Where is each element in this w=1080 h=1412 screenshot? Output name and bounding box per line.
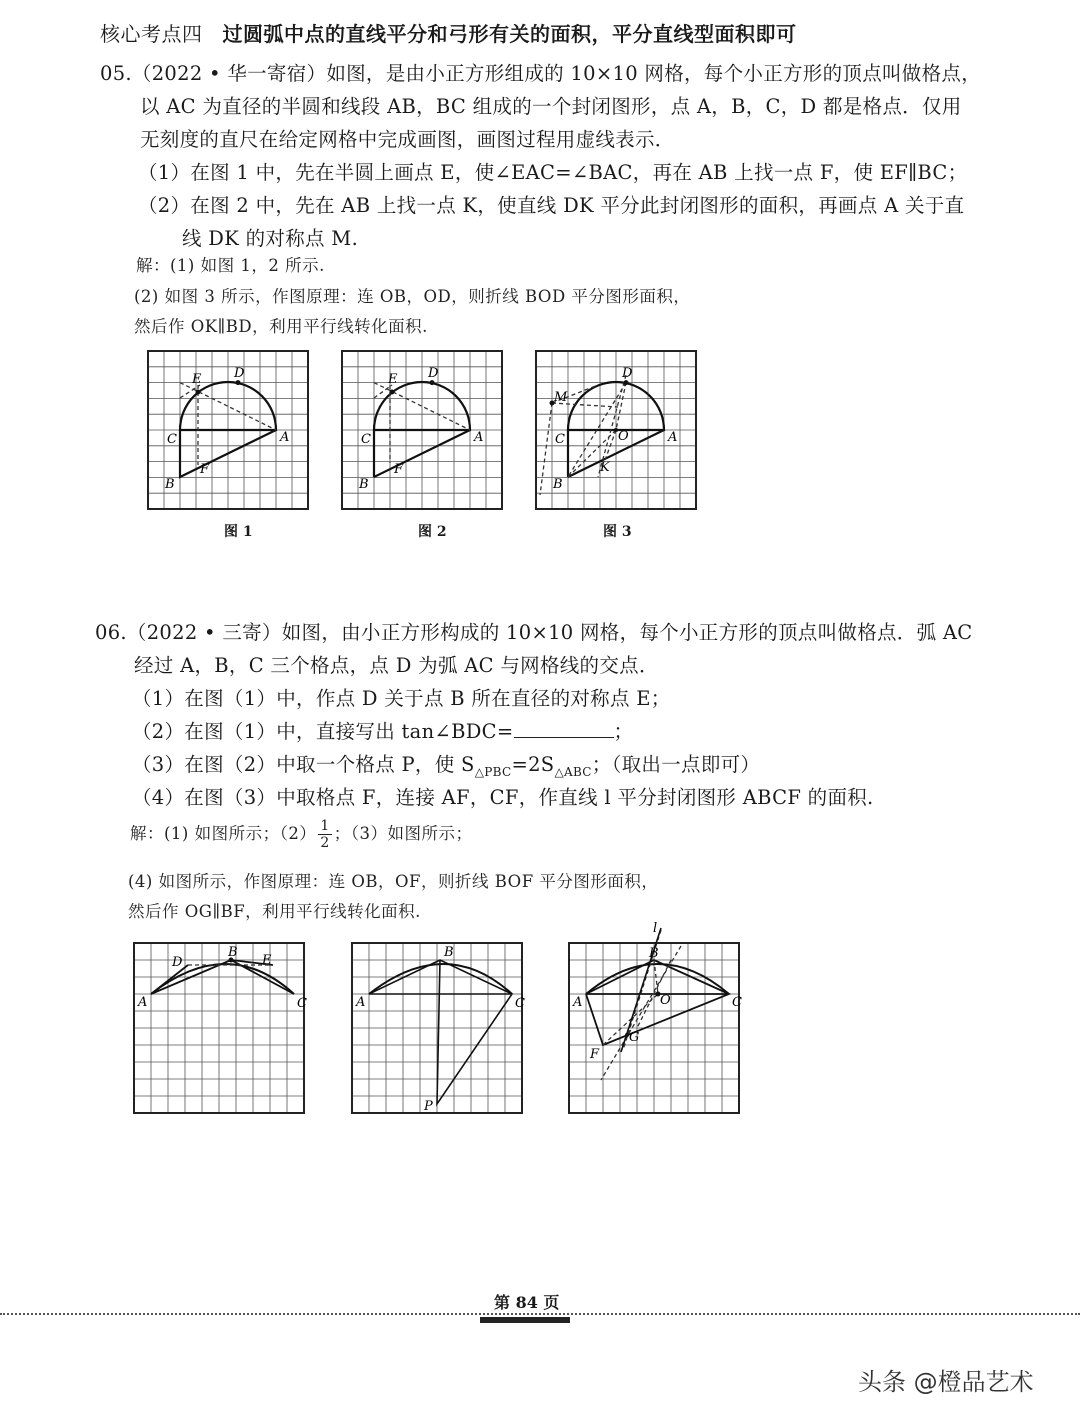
footer-bar <box>480 1317 570 1323</box>
label-c: C <box>297 996 307 1011</box>
q05-solution-1: 解：(1) 如图 1，2 所示. <box>136 256 325 275</box>
q06-line-5-a: （3）在图（2）中取一个格点 P，使 S <box>132 753 475 776</box>
q05-figure-1 <box>140 345 320 515</box>
q05-line-5: （2）在图 2 中，先在 AB 上找一点 K，使直线 DK 平分此封闭图形的面积，再画点 A 关于直 <box>138 194 965 217</box>
label-d: D <box>234 366 245 381</box>
page-number: 第 84 页 <box>494 1293 560 1312</box>
label-b: B <box>649 946 659 961</box>
label-e: E <box>192 372 202 387</box>
q06-line-4 <box>132 716 633 744</box>
label-a: A <box>356 995 366 1010</box>
q06-line-3: （1）在图（1）中，作点 D 关于点 B 所在直径的对称点 E； <box>132 687 671 710</box>
q05-solution-2: (2) 如图 3 所示，作图原理：连 OB，OD，则折线 BOD 平分图形面积， <box>134 287 691 306</box>
q06-solution-2: (4) 如图所示，作图原理：连 OB，OF，则折线 BOF 平分图形面积， <box>128 872 659 891</box>
label-b: B <box>228 945 238 960</box>
q05-solution-3: 然后作 OK∥BD，利用平行线转化面积. <box>134 317 428 336</box>
q06-line-2: 经过 A，B，C 三个格点，点 D 为弧 AC 与网格线的交点． <box>134 654 659 677</box>
q06-line-5-b: =2S <box>511 753 555 776</box>
caption-fig-2: 图 2 <box>418 524 447 540</box>
fraction-half <box>318 818 331 851</box>
q06-figure-1 <box>128 938 314 1118</box>
q06-line-5 <box>132 749 760 779</box>
label-l: l <box>653 921 658 936</box>
fraction-numerator: 1 <box>320 818 330 834</box>
label-a: A <box>668 430 678 445</box>
caption-fig-1: 图 1 <box>224 524 253 540</box>
label-o: O <box>618 429 629 444</box>
q05-line-6: 线 DK 的对称点 M. <box>182 227 359 250</box>
label-e: E <box>388 372 398 387</box>
label-c: C <box>732 995 742 1010</box>
q06-figure-3 <box>563 920 749 1118</box>
label-b: B <box>444 945 454 960</box>
q06-line-5-c: ；（取出一点即可） <box>591 753 761 776</box>
label-m: M <box>554 390 568 405</box>
answer-blank[interactable] <box>514 719 614 738</box>
label-o: O <box>660 993 671 1008</box>
label-f: F <box>394 462 404 477</box>
q05-line-2: 以 AC 为直径的半圆和线段 AB，BC 组成的一个封闭图形，点 A，B，C，D 都是格点．仅用 <box>140 95 962 118</box>
label-d: D <box>428 366 439 381</box>
label-c: C <box>555 432 565 447</box>
section-title: 过圆弧中点的直线平分和弓形有关的面积，平分直线型面积即可 <box>222 22 797 46</box>
label-k: K <box>600 460 610 475</box>
q06-solution-3: 然后作 OG∥BF，利用平行线转化面积. <box>128 902 421 921</box>
footer-divider <box>0 1313 1080 1315</box>
label-c: C <box>167 432 177 447</box>
section-header <box>100 18 797 47</box>
q06-solution-1 <box>130 818 473 851</box>
fraction-denominator: 2 <box>320 835 330 851</box>
label-d: D <box>622 366 633 381</box>
q05-line-3: 无刻度的直尺在给定网格中完成画图，画图过程用虚线表示． <box>140 128 675 151</box>
q06-line-5-sub1: △PBC <box>474 764 512 779</box>
label-b: B <box>553 477 563 492</box>
section-tag: 核心考点四 <box>100 22 203 46</box>
q06-line-4-end: ； <box>613 720 634 743</box>
watermark: 头条 @橙品艺术 <box>858 1368 1034 1396</box>
q05-figure-2 <box>334 345 514 515</box>
label-b: B <box>359 477 369 492</box>
label-g: G <box>629 1030 640 1045</box>
label-d: D <box>172 955 183 970</box>
label-a: A <box>280 430 290 445</box>
label-b: B <box>165 477 175 492</box>
label-a: A <box>474 430 484 445</box>
label-a: A <box>138 995 148 1010</box>
label-p: P <box>424 1099 433 1114</box>
q06-solution-1-b: ；（3）如图所示； <box>333 824 473 843</box>
label-f: F <box>590 1047 600 1062</box>
label-c: C <box>361 432 371 447</box>
caption-fig-3: 图 3 <box>603 524 632 540</box>
q05-line-1: 05.（2022 • 华一寄宿）如图，是由小正方形组成的 10×10 网格，每个小正方形的顶点叫做格点， <box>100 62 981 85</box>
q05-line-4: （1）在图 1 中，先在半圆上画点 E，使∠EAC=∠BAC，再在 AB 上找一点 F，使 EF∥BC； <box>138 161 968 184</box>
point-e <box>196 390 201 395</box>
label-c: C <box>515 996 525 1011</box>
q06-figure-2 <box>346 938 532 1118</box>
q06-solution-1-a: 解：(1) 如图所示；（2） <box>130 824 317 843</box>
q06-line-1: 06.（2022 • 三寄）如图，由小正方形构成的 10×10 网格，每个小正方形的顶点叫做格点．弧 AC <box>95 621 973 644</box>
q06-line-4-text: （2）在图（1）中，直接写出 tan∠BDC= <box>132 720 514 743</box>
q05-figure-3 <box>528 345 708 515</box>
label-a: A <box>573 995 583 1010</box>
q06-line-6: （4）在图（3）中取格点 F，连接 AF，CF，作直线 l 平分封闭图形 ABCF 的面积. <box>132 786 874 809</box>
q06-line-5-sub2: △ABC <box>554 764 592 779</box>
label-f: F <box>200 462 210 477</box>
label-e: E <box>262 953 272 968</box>
